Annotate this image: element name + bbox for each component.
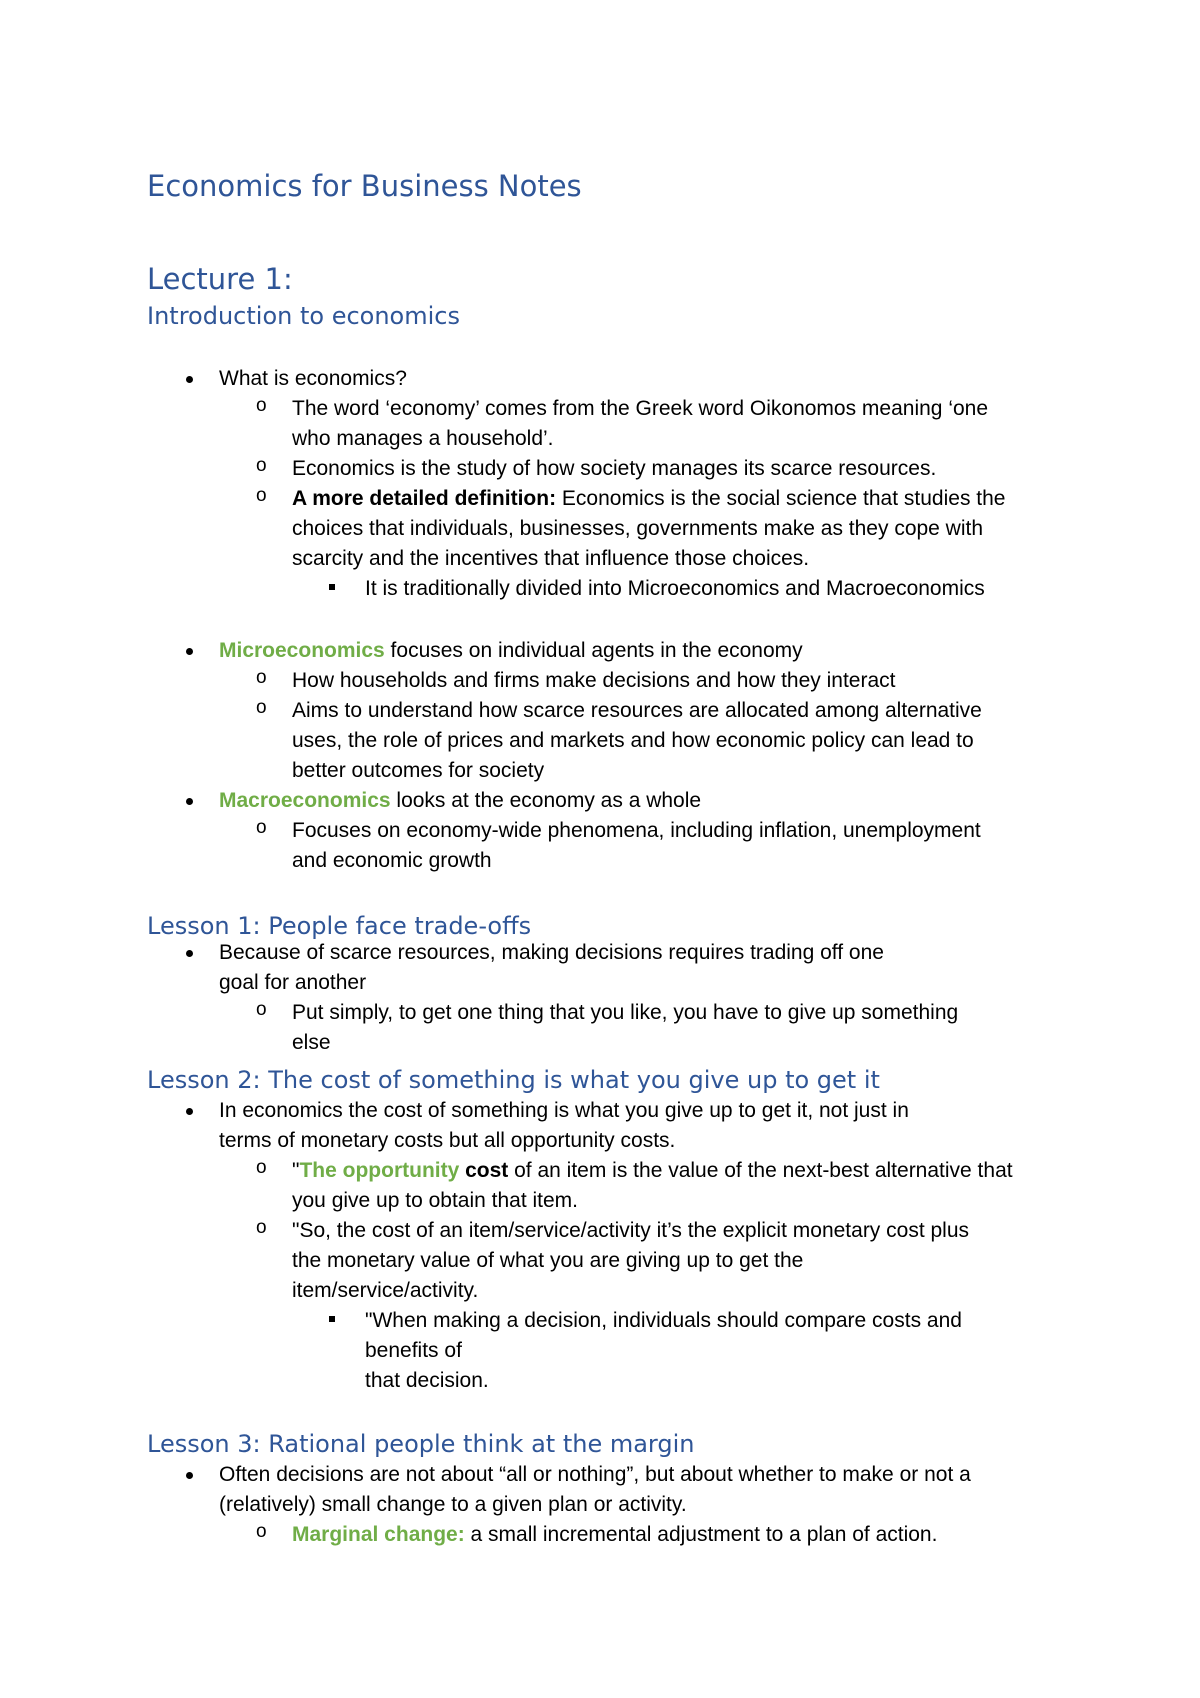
micro-term: Microeconomics — [219, 639, 385, 662]
bullet-dot-icon — [186, 798, 193, 805]
lesson-3-heading: Lesson 3: Rational people think at the margin — [147, 1430, 695, 1458]
opportunity-text: of an item is the value of the next-best alternative that — [508, 1159, 1013, 1182]
lesson-2-sub-1-line-1 — [292, 1156, 1013, 1186]
document-title: Economics for Business Notes — [147, 169, 582, 203]
intro-answer-1-line-1: The word ‘economy’ comes from the Greek word Oikonomos meaning ‘one — [292, 397, 989, 420]
micro-point — [219, 636, 803, 666]
lecture-subheading: Introduction to economics — [147, 302, 460, 330]
bullet-circle-icon: o — [256, 667, 267, 688]
lesson-2-subsub-line-2: benefits of — [365, 1339, 462, 1362]
marginal-change-term: Marginal change: — [292, 1523, 465, 1546]
bullet-circle-icon: o — [256, 395, 267, 416]
lesson-1-heading: Lesson 1: People face trade-offs — [147, 912, 532, 940]
lesson-2-subsub-line-1: "When making a decision, individuals should compare costs and — [365, 1309, 962, 1332]
definition-text: Economics is the social science that studies the — [556, 487, 1006, 510]
macro-term: Macroeconomics — [219, 789, 391, 812]
bullet-circle-icon: o — [256, 817, 267, 838]
micro-sub-2-line-1: Aims to understand how scarce resources are allocated among alternative — [292, 699, 982, 722]
bullet-circle-icon: o — [256, 999, 267, 1020]
bullet-dot-icon — [186, 376, 193, 383]
micro-sub-2-line-2: uses, the role of prices and markets and how economic policy can lead to — [292, 729, 974, 752]
bullet-dot-icon — [186, 648, 193, 655]
lesson-3-point-line-2: (relatively) small change to a given plan or activity. — [219, 1493, 687, 1516]
quote-mark: " — [292, 1159, 300, 1182]
opportunity-term: The opportunity — [299, 1159, 460, 1182]
intro-answer-3-line-2: choices that individuals, businesses, governments make as they cope with — [292, 517, 984, 540]
intro-answer-3-line-3: scarcity and the incentives that influence those choices. — [292, 547, 810, 570]
intro-answer-1-line-2: who manages a household’. — [292, 427, 554, 450]
macro-text: looks at the economy as a whole — [390, 789, 702, 812]
lesson-2-heading: Lesson 2: The cost of something is what you give up to get it — [147, 1066, 880, 1094]
bullet-circle-icon: o — [256, 1217, 267, 1238]
intro-answer-2: Economics is the study of how society manages its scarce resources. — [292, 457, 937, 480]
bullet-circle-icon: o — [256, 1521, 267, 1542]
lesson-1-point-line-1: Because of scarce resources, making decisions requires trading off one — [219, 941, 884, 964]
intro-question: What is economics? — [219, 367, 407, 390]
lesson-1-point-line-2: goal for another — [219, 971, 367, 994]
lesson-2-sub-2-line-3: item/service/activity. — [292, 1279, 479, 1302]
lesson-1-sub-line-1: Put simply, to get one thing that you like, you have to give up something — [292, 1001, 959, 1024]
lesson-1-sub-line-2: else — [292, 1031, 331, 1054]
cost-term: cost — [459, 1159, 509, 1182]
lesson-2-point-line-2: terms of monetary costs but all opportunity costs. — [219, 1129, 676, 1152]
intro-subpoint: It is traditionally divided into Microeconomics and Macroeconomics — [365, 577, 985, 600]
micro-text: focuses on individual agents in the economy — [384, 639, 803, 662]
bullet-square-icon — [329, 1316, 335, 1322]
bullet-circle-icon: o — [256, 455, 267, 476]
bullet-dot-icon — [186, 1472, 193, 1479]
lesson-2-point-line-1: In economics the cost of something is what you give up to get it, not just in — [219, 1099, 909, 1122]
bullet-circle-icon: o — [256, 697, 267, 718]
micro-sub-2-line-3: better outcomes for society — [292, 759, 545, 782]
bullet-circle-icon: o — [256, 485, 267, 506]
macro-sub-1-line-2: and economic growth — [292, 849, 492, 872]
lesson-2-subsub-line-3: that decision. — [365, 1369, 489, 1392]
marginal-change-text: a small incremental adjustment to a plan of action. — [464, 1523, 938, 1546]
lesson-3-point-line-1: Often decisions are not about “all or nothing”, but about whether to make or not a — [219, 1463, 971, 1486]
lesson-2-sub-1-line-2: you give up to obtain that item. — [292, 1189, 579, 1212]
lesson-2-sub-2-line-1: "So, the cost of an item/service/activity it’s the explicit monetary cost plus — [292, 1219, 970, 1242]
definition-label: A more detailed definition: — [292, 487, 557, 510]
intro-answer-3-line-1 — [292, 484, 1005, 514]
bullet-dot-icon — [186, 950, 193, 957]
lesson-2-sub-2-line-2: the monetary value of what you are giving up to get the — [292, 1249, 804, 1272]
bullet-dot-icon — [186, 1108, 193, 1115]
lesson-3-sub-1 — [292, 1520, 937, 1550]
lecture-heading: Lecture 1: — [147, 262, 293, 296]
micro-sub-1: How households and firms make decisions and how they interact — [292, 669, 896, 692]
macro-point — [219, 786, 701, 816]
macro-sub-1-line-1: Focuses on economy-wide phenomena, including inflation, unemployment — [292, 819, 981, 842]
bullet-square-icon — [329, 584, 335, 590]
bullet-circle-icon: o — [256, 1157, 267, 1178]
